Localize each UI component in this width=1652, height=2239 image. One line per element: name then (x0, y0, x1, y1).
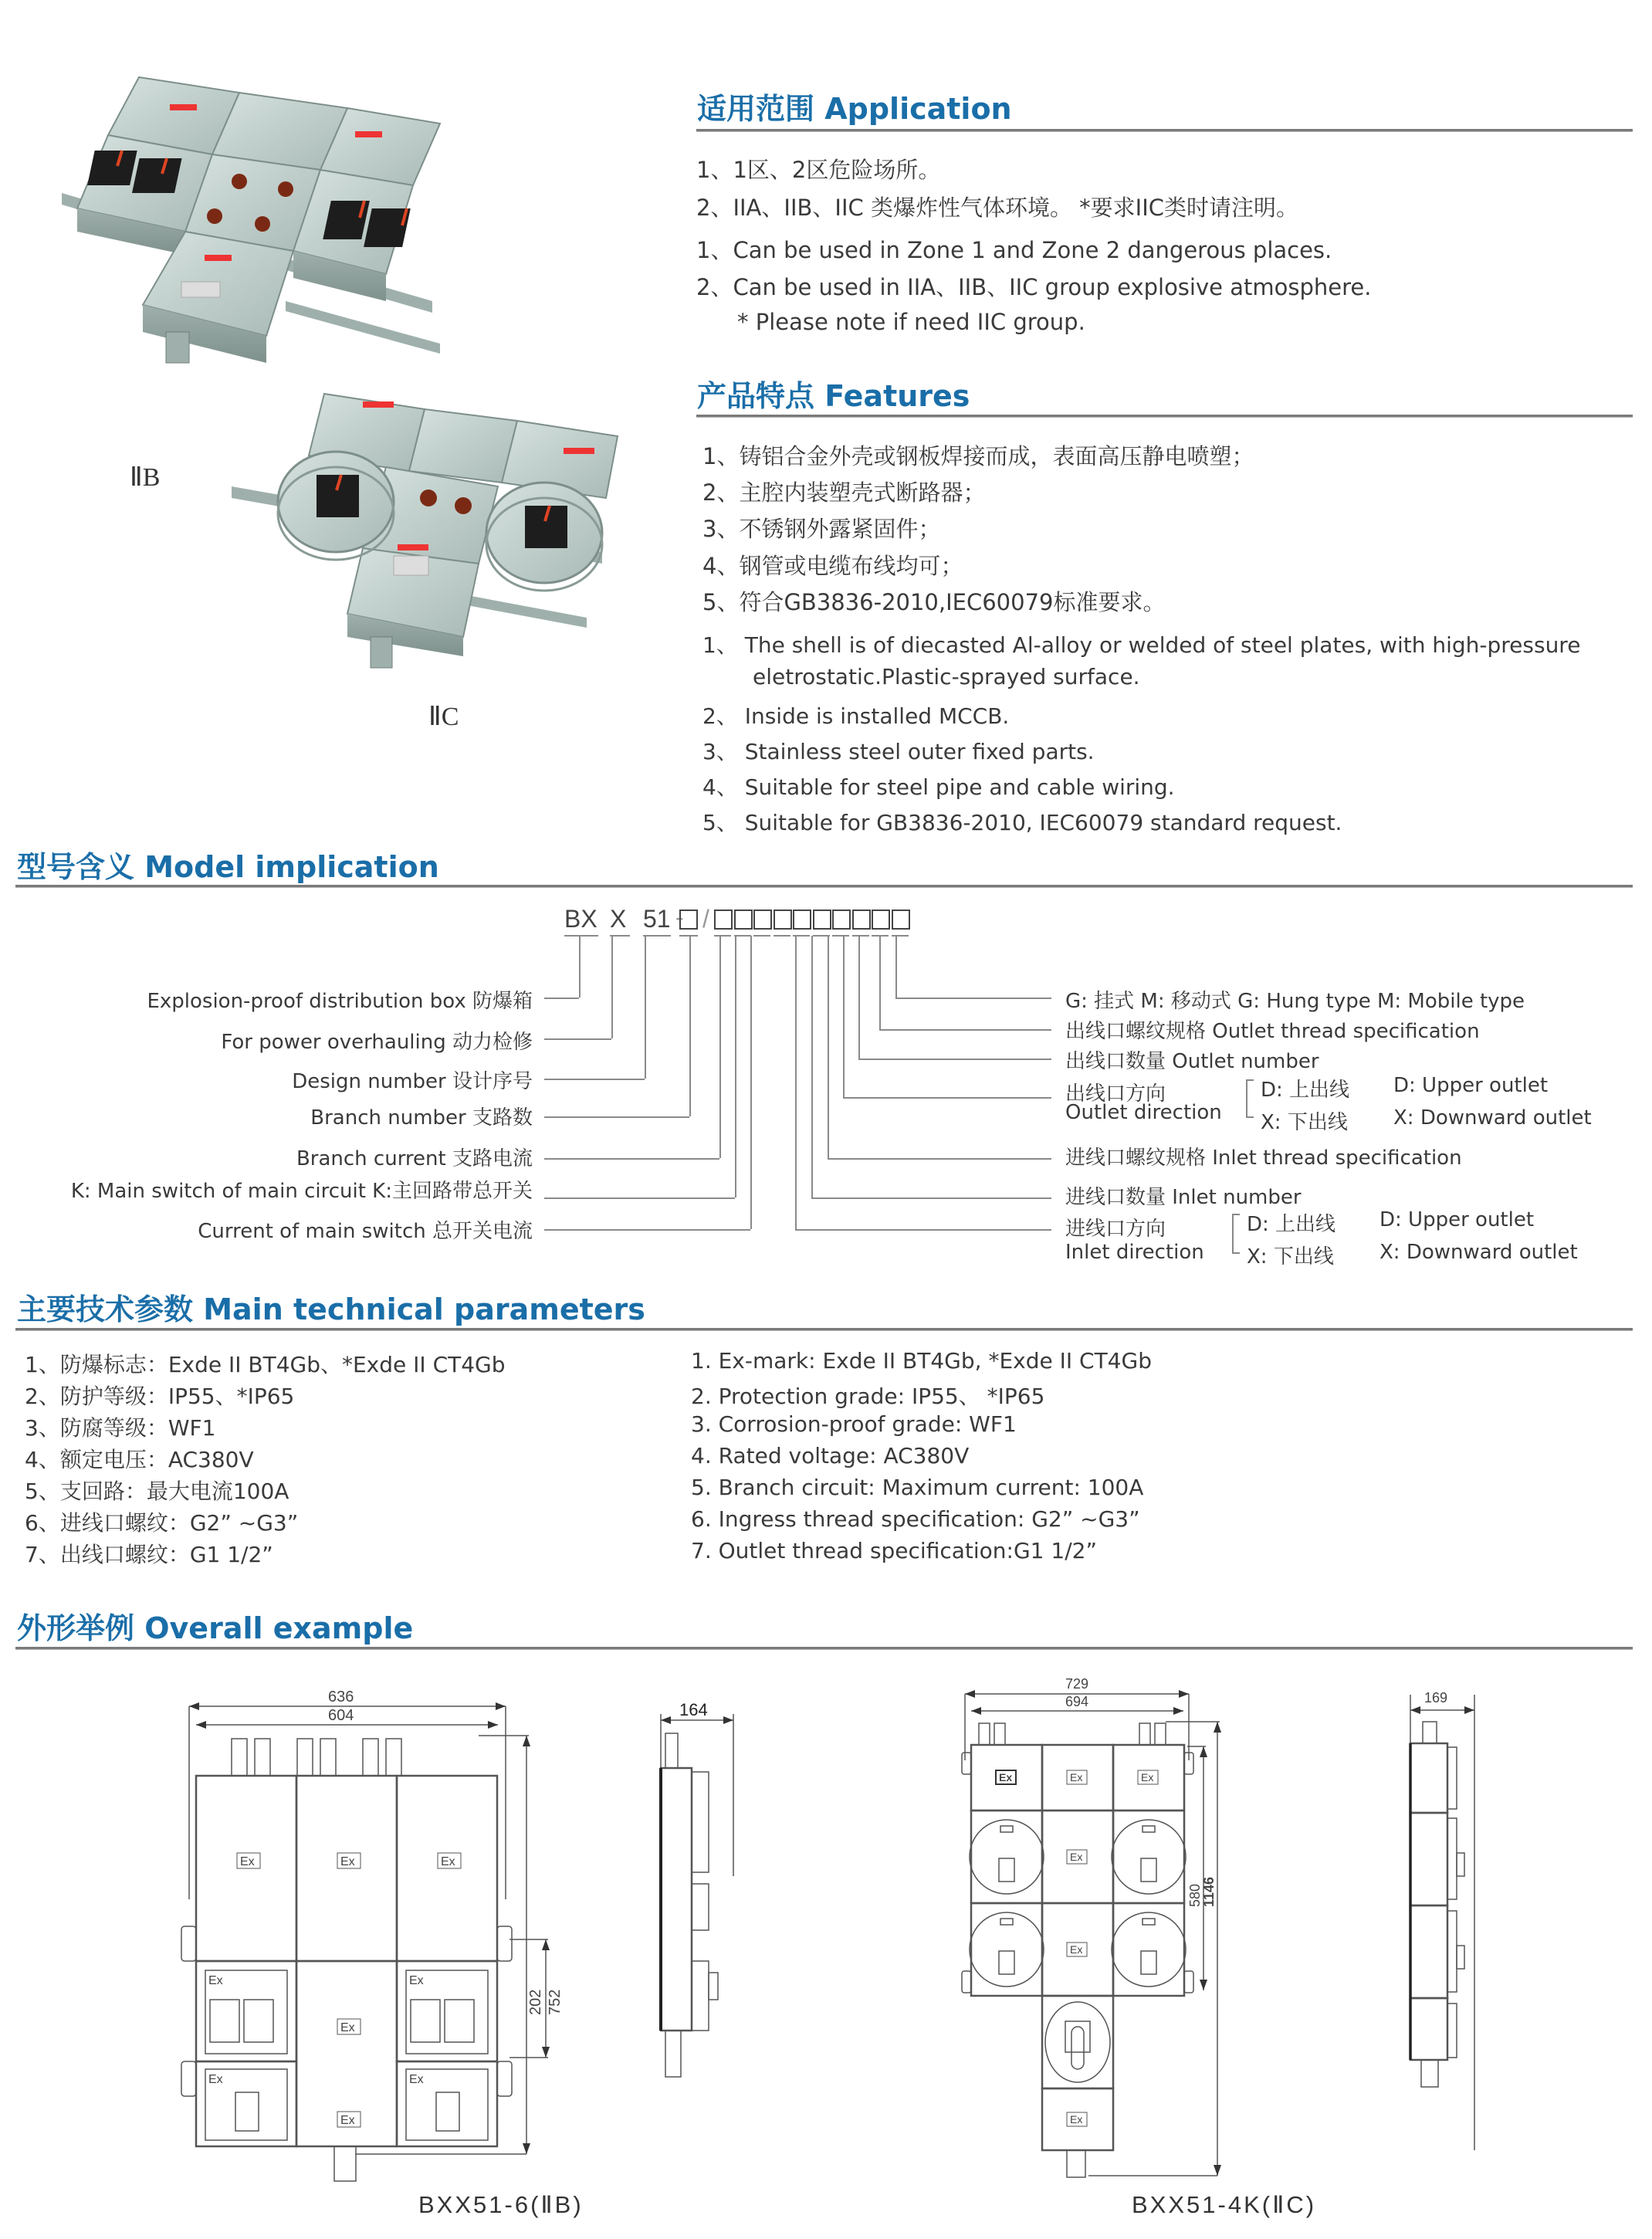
application-line: 1、1区、2区危险场所。 (696, 157, 941, 183)
drawing-bxx51-4k-side (1401, 1687, 1486, 2189)
connector-line (811, 936, 813, 1197)
label-outlet-d: D: 上出线 (1261, 1079, 1350, 1102)
product-photos (31, 69, 648, 749)
photo-label-iic: ⅡC (428, 703, 459, 731)
ex-mark: Ex (409, 1974, 424, 1987)
ex-mark: Ex (999, 1771, 1013, 1783)
tech-cn: 7、出线口螺纹：G1 1/2” (25, 1542, 273, 1567)
drawing-bxx51-4k-front (942, 1675, 1297, 2200)
drawing-bxx51-6-front (170, 1691, 571, 2185)
tech-en: 7. Outlet thread specification:G1 1/2” (691, 1538, 1097, 1563)
connector-line (828, 1158, 1051, 1160)
tech-cn: 5、支回路：最大电流100A (25, 1479, 289, 1504)
connector-line (843, 936, 845, 1097)
label-branch-current: Branch current 支路电流 (296, 1147, 533, 1170)
connector-line (811, 1197, 1051, 1199)
top-cable-glands (232, 1739, 401, 1776)
tech-heading: 主要技术参数 Main technical parameters (17, 1292, 645, 1326)
tech-cn: 6、进线口螺纹：G2” ~G3” (25, 1510, 299, 1536)
connector-line (795, 936, 797, 1229)
connector-line (858, 936, 860, 1059)
connector-line (544, 1038, 611, 1040)
connector-line (544, 1158, 719, 1160)
dim-depth: 169 (1424, 1690, 1448, 1706)
label-inlet-d: D: 上出线 (1247, 1213, 1336, 1236)
application-line: 2、Can be used in IIA、IIB、IIC group explosive atmosphere. (696, 274, 1372, 300)
tech-cn: 3、防腐等级：WF1 (25, 1415, 216, 1441)
feature-en: 5、 Suitable for GB3836-2010, IEC60079 standard request. (702, 810, 1342, 835)
overall-heading: 外形举例 Overall example (17, 1611, 414, 1645)
application-divider (696, 129, 1633, 132)
code-51: 51 (643, 905, 671, 933)
code-box (832, 909, 851, 930)
code-box (793, 909, 811, 930)
tech-en: 4. Rated voltage: AC380V (691, 1443, 970, 1468)
label-outlet-direction-cn: 出线口方向 (1065, 1082, 1166, 1106)
label-outlet-thread: 出线口螺纹规格 Outlet thread specification (1065, 1020, 1480, 1043)
connector-line (544, 1116, 689, 1118)
ex-mark: Ex (1141, 1771, 1154, 1783)
label-main-switch: K: Main switch of main circuit K:主回路带总开关 (70, 1180, 533, 1203)
tech-en: 3. Corrosion-proof grade: WF1 (691, 1411, 1017, 1437)
outlet-direction-bracket (1246, 1079, 1254, 1118)
label-explosion-proof-box: Explosion-proof distribution box 防爆箱 (147, 990, 533, 1013)
connector-line (564, 935, 598, 937)
label-outlet-x: X: 下出线 (1261, 1111, 1348, 1134)
code-bx: BX (564, 905, 597, 933)
code-box (734, 909, 753, 930)
application-heading: 适用范围 Application (697, 92, 1012, 126)
dim-inner-width: 604 (328, 1707, 354, 1724)
tech-en: 5. Branch circuit: Maximum current: 100A (691, 1475, 1144, 1500)
label-outlet-d-en: D: Upper outlet (1393, 1074, 1549, 1097)
connector-line (750, 936, 752, 1229)
connector-line (795, 1229, 1051, 1231)
tech-en: 6. Ingress thread specification: G2” ~G3” (691, 1506, 1140, 1532)
connector-line (843, 1097, 1051, 1099)
caption-bxx51-6: BXX51-6(ⅡB) (418, 2191, 584, 2218)
connector-line (892, 935, 909, 937)
features-heading: 产品特点 Features (697, 379, 970, 413)
label-branch-number: Branch number 支路数 (310, 1106, 533, 1130)
code-x: X (610, 905, 627, 933)
dim-total-height: 1146 (1201, 1876, 1217, 1907)
connector-line (879, 936, 881, 1029)
ex-mark: Ex (441, 1855, 455, 1868)
connector-line (544, 998, 579, 999)
connector-line (544, 1197, 735, 1199)
tech-cn: 1、防爆标志：Exde II BT4Gb、*Exde II CT4Gb (25, 1352, 506, 1377)
connector-line (895, 998, 1051, 999)
connector-line (544, 1229, 750, 1231)
connector-line (714, 935, 731, 937)
ex-mark: Ex (340, 2021, 355, 2034)
connector-line (774, 935, 790, 937)
dim-mount-height: 202 (527, 1989, 544, 2015)
connector-line (858, 1059, 1051, 1060)
dim-outer-width: 636 (328, 1691, 354, 1706)
application-line: 1、Can be used in Zone 1 and Zone 2 dangerous places. (696, 237, 1332, 263)
label-inlet-direction-en: Inlet direction (1065, 1241, 1204, 1264)
features-divider (696, 415, 1633, 418)
ex-mark: Ex (1070, 1771, 1083, 1783)
dim-depth: 164 (679, 1700, 708, 1719)
ex-mark: Ex (208, 2073, 223, 2086)
ex-mark: Ex (1070, 1851, 1083, 1863)
drawing-bxx51-6-side (648, 1699, 757, 2177)
tech-cn: 2、防护等级：IP55、*IP65 (25, 1384, 295, 1409)
label-main-switch-current: Current of main switch 总开关电流 (198, 1220, 533, 1243)
label-inlet-direction-cn: 进线口方向 (1065, 1218, 1166, 1241)
code-box (753, 909, 772, 930)
code-box (774, 909, 792, 930)
feature-cn: 4、钢管或电缆布线均可； (702, 553, 963, 579)
ex-mark: Ex (240, 1855, 255, 1868)
ex-mark: Ex (409, 2073, 424, 2086)
connector-line (879, 1029, 1051, 1031)
ex-mark: Ex (1070, 1943, 1083, 1956)
connector-line (689, 936, 691, 1116)
photo-iic-enclosure (232, 394, 618, 668)
tech-divider (15, 1328, 1633, 1331)
ex-mark: Ex (340, 2114, 355, 2127)
model-heading: 型号含义 Model implication (17, 850, 439, 884)
connector-line (643, 935, 671, 937)
feature-en: 4、 Suitable for steel pipe and cable wiring. (702, 774, 1175, 800)
feature-en: 1、 The shell is of diecasted Al-alloy or welded of steel plates, with high-pressure (702, 632, 1581, 658)
code-box (813, 909, 831, 930)
feature-cn: 5、符合GB3836-2010,IEC60079标准要求。 (702, 589, 1166, 615)
connector-line (544, 1079, 645, 1080)
label-design-number: Design number 设计序号 (292, 1070, 533, 1093)
connector-line (679, 935, 698, 937)
code-box-branch (679, 909, 698, 930)
code-box (892, 909, 910, 930)
dim-inner-width: 694 (1065, 1694, 1089, 1709)
connector-line (832, 935, 849, 937)
photo-iib-enclosure (62, 77, 440, 363)
feature-cn: 3、不锈钢外露紧固件； (702, 516, 941, 542)
ex-mark: Ex (340, 1855, 355, 1868)
inlet-direction-bracket (1232, 1214, 1240, 1254)
code-dash: - (675, 903, 684, 931)
label-power-overhauling: For power overhauling 动力检修 (221, 1031, 533, 1054)
label-inlet-d-en: D: Upper outlet (1379, 1208, 1535, 1231)
feature-cn: 1、铸铝合金外壳或钢板焊接而成，表面高压静电喷塑； (702, 443, 1254, 469)
label-inlet-number: 进线口数量 Inlet number (1065, 1186, 1302, 1209)
label-inlet-x-en: X: Downward outlet (1379, 1241, 1578, 1264)
dim-mount-height: 580 (1187, 1883, 1203, 1907)
code-slash: / (702, 905, 709, 933)
label-inlet-thread: 进线口螺纹规格 Inlet thread specification (1065, 1147, 1462, 1170)
code-box (852, 909, 871, 930)
photo-label-iib: ⅡB (130, 463, 161, 492)
connector-line (579, 936, 581, 998)
connector-line (852, 935, 869, 937)
feature-cn: 2、主腔内装塑壳式断路器； (702, 479, 986, 506)
connector-line (753, 935, 770, 937)
label-outlet-x-en: X: Downward outlet (1393, 1106, 1592, 1130)
connector-line (828, 936, 829, 1158)
connector-line (611, 936, 613, 1038)
label-inlet-x: X: 下出线 (1247, 1245, 1334, 1269)
model-divider (15, 885, 1633, 888)
connector-line (719, 936, 721, 1158)
code-box (872, 909, 890, 930)
tech-en: 2. Protection grade: IP55、 *IP65 (691, 1384, 1045, 1409)
tech-en: 1. Ex-mark: Exde II BT4Gb, *Exde II CT4Gb (691, 1348, 1152, 1374)
dim-outer-width: 729 (1065, 1676, 1089, 1692)
caption-bxx51-4k: BXX51-4K(ⅡC) (1132, 2191, 1317, 2218)
dim-total-height: 752 (547, 1989, 564, 2015)
label-outlet-direction-en: Outlet direction (1065, 1101, 1222, 1124)
tech-cn: 4、额定电压：AC380V (25, 1447, 254, 1472)
feature-en: 2、 Inside is installed MCCB. (702, 703, 1010, 729)
feature-en: 3、 Stainless steel outer fixed parts. (702, 739, 1095, 764)
application-line: 2、IIA、IIB、IIC 类爆炸性气体环境。 *要求IIC类时请注明。 (696, 195, 1299, 221)
application-note: * Please note if need IIC group. (737, 309, 1085, 335)
code-box (714, 909, 733, 930)
label-outlet-number: 出线口数量 Outlet number (1065, 1050, 1319, 1073)
feature-en: eletrostatic.Plastic-sprayed surface. (753, 664, 1140, 689)
connector-line (735, 936, 736, 1197)
label-type: G: 挂式 M: 移动式 G: Hung type M: Mobile type (1065, 990, 1525, 1013)
overall-divider (15, 1647, 1633, 1650)
ex-mark: Ex (1070, 2113, 1083, 2126)
ex-mark: Ex (208, 1974, 223, 1987)
connector-line (645, 936, 646, 1079)
connector-line (895, 936, 897, 998)
